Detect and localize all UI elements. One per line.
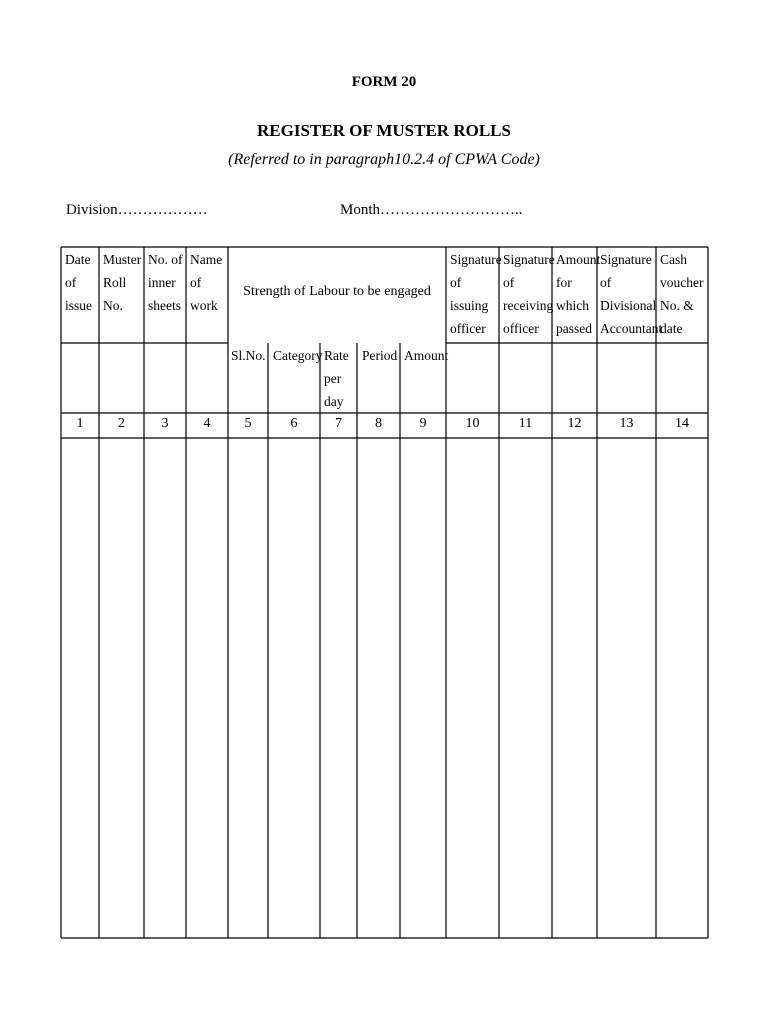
division-field: Division……………… xyxy=(66,202,208,218)
header-category xyxy=(273,344,323,367)
header-signature-issuing-officer-line: officer xyxy=(450,321,486,336)
column-number: 2 xyxy=(118,416,125,431)
header-name-of-work-line: Name xyxy=(190,252,223,267)
header-inner-sheets-line: inner xyxy=(148,275,176,290)
form-title: REGISTER OF MUSTER ROLLS xyxy=(257,121,511,140)
header-signature-divisional-accountant-line: Divisional xyxy=(600,298,657,313)
column-number: 3 xyxy=(161,416,169,431)
column-number: 8 xyxy=(375,416,382,431)
column-number: 5 xyxy=(244,416,252,431)
column-number: 12 xyxy=(567,416,582,431)
header-amount-passed xyxy=(556,248,600,340)
column-number: 11 xyxy=(518,416,533,431)
header-amount-passed-line: Amount xyxy=(556,252,601,267)
header-amount-passed-line: passed xyxy=(556,321,592,336)
header-name-of-work-line: of xyxy=(190,275,202,290)
header-period xyxy=(362,344,397,367)
header-muster-roll-no-line: Roll xyxy=(103,275,127,290)
column-number: 13 xyxy=(619,416,634,431)
header-period-line: Period xyxy=(362,348,398,363)
header-signature-receiving-officer-line: receiving xyxy=(503,298,554,313)
header-cash-voucher-line: voucher xyxy=(660,275,704,290)
header-strength-of-labour: Strength of Labour to be engaged xyxy=(243,284,431,299)
header-cash-voucher-line: No. & xyxy=(660,298,694,313)
column-number: 1 xyxy=(76,416,84,431)
form-number: FORM 20 xyxy=(351,74,417,90)
header-date-of-issue-line: of xyxy=(65,275,77,290)
header-signature-receiving-officer-line: of xyxy=(503,275,515,290)
column-number: 14 xyxy=(675,416,689,431)
header-date-of-issue-line: Date xyxy=(65,252,91,267)
header-signature-divisional-accountant-line: Signature xyxy=(600,252,652,267)
header-muster-roll-no-line: No. xyxy=(103,298,123,313)
column-number: 6 xyxy=(290,416,298,431)
header-sl-no xyxy=(231,344,266,367)
header-date-of-issue-line: issue xyxy=(65,298,92,313)
header-rate-per-day-line: Rate xyxy=(324,348,349,363)
header-inner-sheets-line: No. of xyxy=(148,252,183,267)
column-number: 7 xyxy=(335,416,342,431)
header-signature-issuing-officer-line: issuing xyxy=(450,298,489,313)
header-rate-per-day-line: day xyxy=(324,394,344,409)
header-amount-line: Amount xyxy=(404,348,449,363)
header-signature-divisional-accountant-line: Accountant xyxy=(600,321,663,336)
header-amount-passed-line: which xyxy=(556,298,589,313)
header-muster-roll-no xyxy=(103,248,141,317)
header-sl-no-line: Sl.No. xyxy=(231,348,266,363)
header-category-line: Category xyxy=(273,348,323,363)
header-amount xyxy=(404,344,448,367)
header-amount-passed-line: for xyxy=(556,275,572,290)
header-name-of-work-line: work xyxy=(190,298,218,313)
header-rate-per-day-line: per xyxy=(324,371,342,386)
header-inner-sheets xyxy=(148,248,183,317)
column-number: 10 xyxy=(465,416,480,431)
header-name-of-work xyxy=(190,248,222,317)
header-signature-issuing-officer xyxy=(450,248,502,340)
header-signature-divisional-accountant-line: of xyxy=(600,275,612,290)
header-signature-receiving-officer-line: officer xyxy=(503,321,539,336)
header-cash-voucher xyxy=(660,248,703,340)
header-cash-voucher-line: Cash xyxy=(660,252,687,267)
column-number: 9 xyxy=(419,416,427,431)
header-signature-divisional-accountant xyxy=(600,248,662,340)
header-muster-roll-no-line: Muster xyxy=(103,252,142,267)
header-inner-sheets-line: sheets xyxy=(148,298,181,313)
header-rate-per-day xyxy=(324,344,349,413)
header-signature-receiving-officer-line: Signature xyxy=(503,252,555,267)
header-signature-issuing-officer-line: of xyxy=(450,275,462,290)
header-signature-receiving-officer xyxy=(503,248,555,340)
header-signature-issuing-officer-line: Signature xyxy=(450,252,502,267)
column-number: 4 xyxy=(203,416,211,431)
header-date-of-issue xyxy=(65,248,92,317)
form-subtitle: (Referred to in paragraph10.2.4 of CPWA Code) xyxy=(228,151,540,168)
month-field: Month……………………….. xyxy=(340,202,523,218)
header-cash-voucher-line: date xyxy=(660,321,683,336)
